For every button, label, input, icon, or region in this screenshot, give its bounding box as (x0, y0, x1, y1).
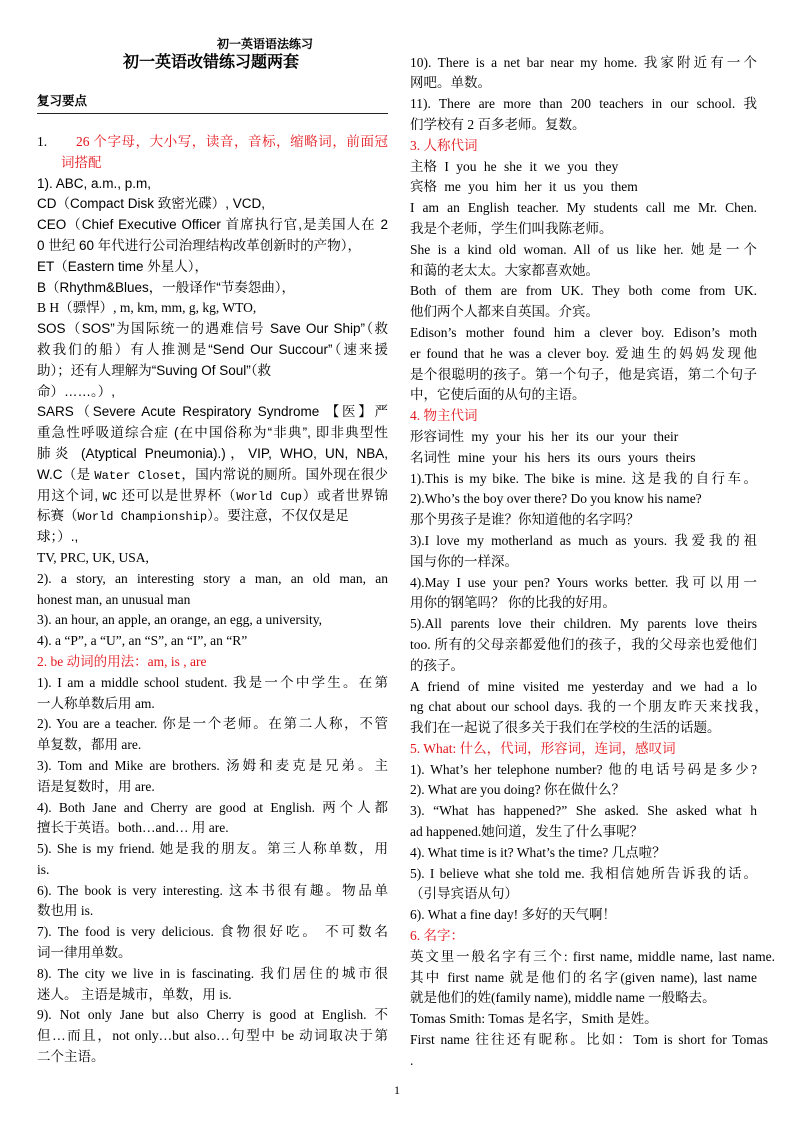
text-segment: W.C（是 (37, 466, 95, 482)
right-line-12: 他们两个人都来自英国。介宾。 (410, 304, 599, 320)
heading-personal-pronouns: 3. 人称代词 (410, 137, 478, 153)
right-line-29: 的孩子。 (410, 657, 464, 673)
left-line-34: 5). She is my friend. 她是我的朋友。第三人称单数，用 (37, 841, 388, 857)
right-line-19: 名词性 mine your his hers its ours yours theirs (410, 449, 696, 465)
left-line-40: 8). The city we live in is fascinating. 我们居住的城市很 (37, 965, 388, 981)
right-line-37: ad happened.她问道，发生了什么事呢？ (410, 824, 644, 840)
right-line-23: 3).I love my motherland as much as yours. 我爱我的祖 (410, 532, 757, 548)
right-line-41: 6). What a fine day! 多好的天气啊！ (410, 907, 616, 923)
right-line-08: 我是个老师，学生们叫我陈老师。 (410, 220, 613, 236)
right-column (410, 53, 775, 1072)
text-segment: 标赛（ (37, 508, 78, 524)
term-world-cup: World Cup (236, 489, 302, 504)
document-title: 初一英语改错练习题两套 (122, 54, 299, 71)
right-line-39: 5). I believe what she told me. 我相信她所告诉我的话。 (410, 865, 757, 881)
right-line-34: 1). What’s her telephone number? 他的电话号码是多少? (410, 761, 757, 777)
right-line-02: 11). There are more than 200 teachers in our school. 我 (410, 96, 757, 112)
left-line-05: 0 世纪 60 年代进行公司治理结构改革创新时的产物）， (37, 237, 362, 253)
right-line-31: ng chat about our school days. 我的一个朋友昨天来找我， (410, 699, 768, 715)
left-line-29: 单复数，都用 are. (37, 737, 142, 753)
right-line-01: 网吧。单数。 (410, 75, 491, 91)
right-line-30: A friend of mine visited me yesterday and we had a lo (410, 678, 757, 694)
heading-letters-text: 26 个字母，大小写，读音，音标，缩略词，前面冠 (76, 134, 388, 149)
left-line-26: 1). I am a middle school student. 我是一个中学生。在第 (37, 674, 388, 690)
right-line-05: 主格 I you he she it we you they (410, 158, 619, 174)
text-segment: ）或者世界锦 (302, 487, 388, 503)
right-line-38: 4). What time is it? What’s the time? 几点啦？ (410, 844, 666, 860)
heading-what: 5. What: 什么，代词，形容词，连词，感叹词 (410, 740, 676, 756)
left-line-18 (37, 506, 388, 527)
right-line-44: 其中 first name 就是他们的名字(given name), last name (410, 969, 757, 985)
right-line-22: 那个男孩子是谁？你知道他的名字吗？ (410, 512, 640, 528)
item-number: 1. (37, 134, 48, 149)
left-line-37: 数也用 is. (37, 903, 94, 919)
left-line-22: honest man, an unusual man (37, 591, 191, 607)
left-line-09: SOS（SOS”为国际统一的遇难信号 Save Our Ship”（救 (37, 321, 388, 337)
right-line-15: 是个很聪明的孩子。第一个句子，他是宾语，第二个句子 (410, 366, 757, 382)
text-segment: ，国内常说的厕所。国外现在很少 (181, 466, 389, 482)
heading-names: 6. 名字： (410, 928, 464, 944)
right-line-24: 国与你的一样深。 (410, 553, 518, 569)
left-line-19: 球；）., (37, 529, 79, 545)
left-line-07: B（Rhythm&Blues，一般译作“节奏怨曲）， (37, 279, 296, 295)
text-segment: 还可以是世界杯（ (117, 487, 237, 503)
right-line-43: 英文里一般名字有三个: first name, middle name, last name. (410, 948, 775, 964)
heading-letters (37, 132, 388, 153)
left-line-16 (37, 465, 388, 486)
left-line-44: 二个主语。 (37, 1049, 105, 1065)
right-line-11: Both of them are from UK. They both come from UK. (410, 283, 757, 299)
term-water-closet: Water Closet (94, 468, 182, 483)
left-line-03: CD（Compact Disk 致密光碟）, VCD, (37, 196, 266, 212)
right-line-35: 2). What are you doing? 你在做什么？ (410, 782, 625, 798)
section-rule (37, 113, 388, 114)
running-title: 初一英语语法练习 (216, 37, 313, 51)
left-line-32: 4). Both Jane and Cherry are good at English. 两个人都 (37, 799, 388, 815)
heading-possessive-pronouns: 4. 物主代词 (410, 408, 478, 424)
heading-letters-continued: 词搭配 (61, 154, 102, 170)
page-number: 1 (394, 1083, 400, 1097)
right-line-16: 中，它使后面的从句的主语。 (410, 387, 586, 403)
right-line-45: 就是他们的姓(family name), middle name 一般略去。 (410, 990, 716, 1006)
left-line-02: 1). ABC, a.m., p.m, (37, 175, 152, 191)
section-heading: 复习要点 (37, 94, 88, 108)
left-line-28: 2). You are a teacher. 你是一个老师。在第二人称，不管 (37, 716, 388, 732)
left-line-06: ET（Eastern time 外星人）， (37, 258, 209, 274)
right-line-09: She is a kind old woman. All of us like her. 她是一个 (410, 241, 757, 257)
right-line-13: Edison’s mother found him a clever boy. Edison’s moth (410, 324, 757, 340)
right-line-21: 2).Who’s the boy over there? Do you know his name? (410, 491, 702, 507)
left-line-24: 4). a “P”, a “U”, an “S”, an “I”, an “R” (37, 633, 248, 649)
left-line-35: is. (37, 861, 50, 877)
left-line-23: 3). an hour, an apple, an orange, an egg, a university, (37, 612, 322, 628)
left-column (37, 132, 388, 1068)
text-segment: ）。要注意，不仅仅是足 (207, 508, 349, 524)
right-line-10: 和蔼的老太太。大家都喜欢她。 (410, 262, 599, 278)
right-line-36: 3). “What has happened?” She asked. She asked what h (410, 803, 757, 819)
right-line-20: 1).This is my bike. The bike is mine. 这是我的自行车。 (410, 470, 757, 486)
right-line-32: 我们在一起说了很多关于我们在学校的生活的话题。 (410, 720, 721, 736)
right-line-47: First name 往往还有昵称。比如：Tom is short for Tomas (410, 1032, 768, 1048)
left-line-04: CEO（Chief Executive Officer 首席执行官,是美国人在 2 (37, 217, 388, 233)
left-line-10: 救我们的船）有人推测是“Send Our Succour”（速来援 (37, 341, 388, 357)
right-line-06: 宾格 me you him her it us you them (410, 179, 638, 195)
left-line-36: 6). The book is very interesting. 这本书很有趣。物品单 (37, 882, 388, 898)
left-line-14: 重急性呼吸道综合症 (在中国俗称为“非典”, 即非典型性 (37, 425, 388, 441)
right-line-46: Tomas Smith: Tomas 是名字，Smith 是姓。 (410, 1011, 658, 1027)
right-line-48: . (410, 1052, 414, 1068)
left-line-15: 肺炎 (Atyptical Pneumonia).)，VIP, WHO, UN, NBA, (37, 445, 388, 461)
left-line-13: SARS（Severe Acute Respiratory Syndrome 【医】严 (37, 404, 388, 420)
left-line-20: TV, PRC, UK, USA, (37, 549, 149, 565)
left-line-21: 2). a story, an interesting story a man, an old man, an (37, 570, 388, 586)
right-line-00: 10). There is a net bar near my home. 我家附近有一个 (410, 54, 757, 70)
right-line-40: （引导宾语从句） (410, 886, 518, 902)
right-line-28: too. 所有的父母亲都爱他们的孩子，我的父母亲也爱他们 (410, 636, 757, 652)
heading-be-verbs: 2. be 动词的用法：am, is , are (37, 653, 207, 669)
left-line-41: 迷人。 主语是城市，单数，用 is. (37, 986, 232, 1002)
left-line-43: 但…而且，not only…but also…句型中 be 动词取决于第 (37, 1028, 388, 1044)
left-line-27: 一人称单数后用 am. (37, 695, 155, 711)
right-line-07: I am an English teacher. My students call me Mr. Chen. (410, 200, 757, 216)
right-line-03: 们学校有 2 百多老师。复数。 (410, 116, 586, 132)
left-line-08: B H（骠悍）, m, km, mm, g, kg, WTO, (37, 300, 257, 316)
right-line-14: er found that he was a clever boy. 爱迪生的妈妈发现他 (410, 345, 757, 361)
left-line-38: 7). The food is very delicious. 食物很好吃。 不可数名 (37, 924, 388, 940)
right-line-25: 4).May I use your pen? Yours works better. 我可以用一 (410, 574, 757, 590)
left-line-30: 3). Tom and Mike are brothers. 汤姆和麦克是兄弟。主 (37, 757, 388, 773)
term-wc: WC (102, 489, 118, 504)
left-line-33: 擅长于英语。both…and… 用 are. (37, 820, 229, 836)
right-line-18: 形容词性 my your his her its our your their (410, 428, 679, 444)
left-line-31: 语是复数时，用 are. (37, 778, 155, 794)
left-line-42: 9). Not only Jane but also Cherry is good at English. 不 (37, 1007, 388, 1023)
term-world-championship: World Championship (77, 510, 208, 525)
left-line-39: 词一律用单数。 (37, 945, 132, 961)
left-line-17 (37, 486, 388, 507)
left-line-12: 命）……。）, (37, 383, 116, 399)
text-segment: 用这个词, (37, 487, 103, 503)
right-line-26: 用你的钢笔吗？ 你的比我的好用。 (410, 595, 616, 611)
right-line-27: 5).All parents love their children. My parents love theirs (410, 616, 757, 632)
left-line-11: 助）；还有人理解为“Suving Of Soul”（救 (37, 362, 272, 378)
